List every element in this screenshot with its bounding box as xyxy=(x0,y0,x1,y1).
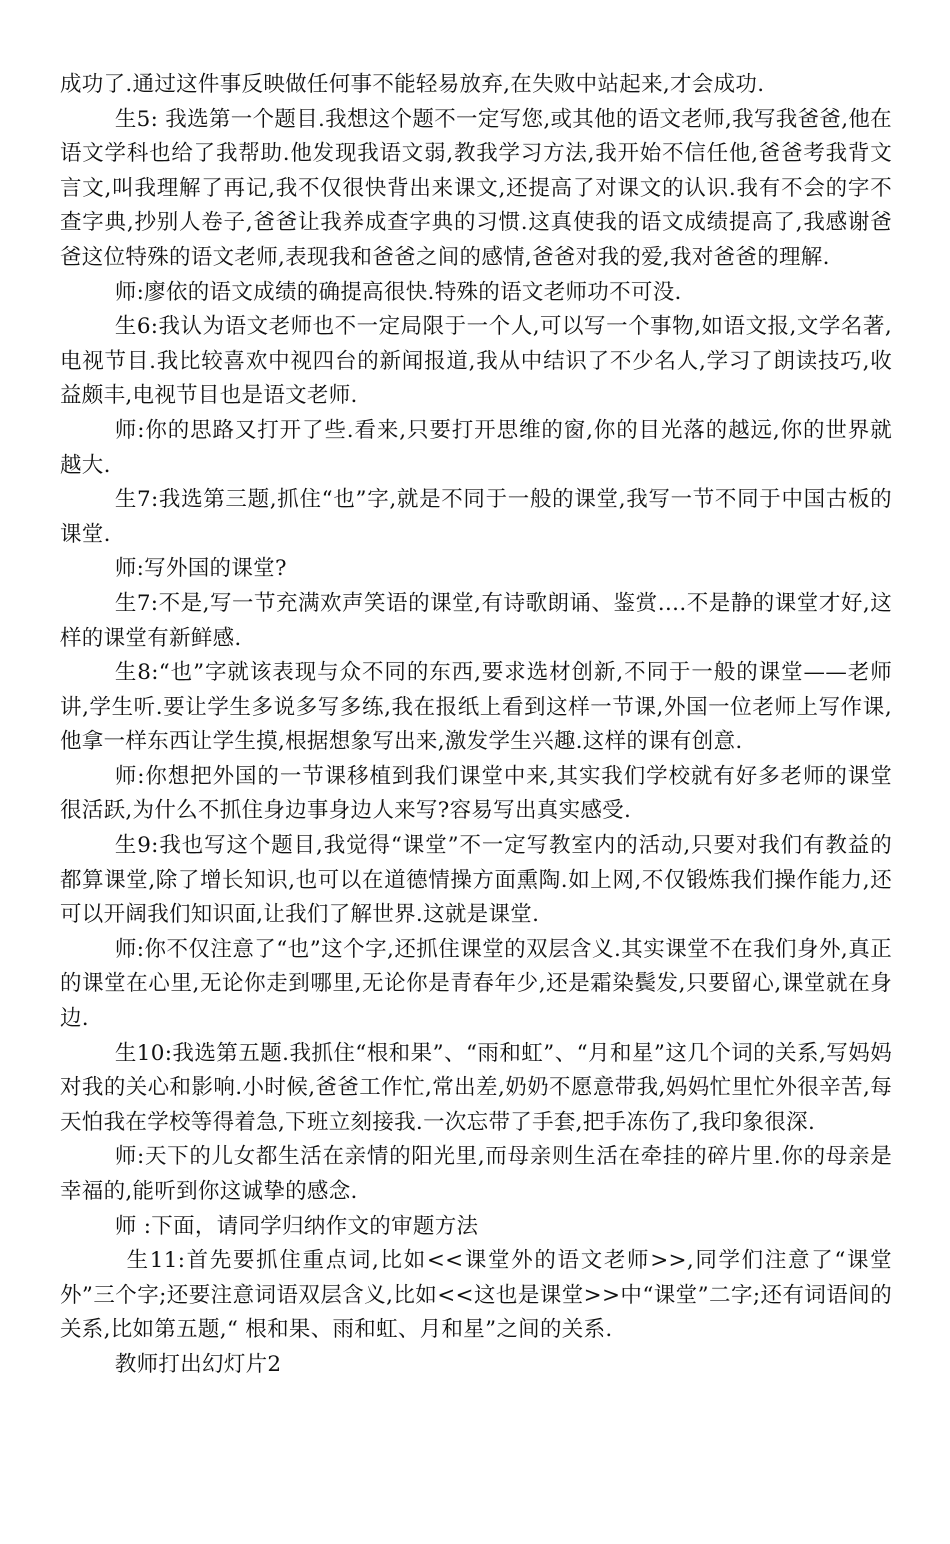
paragraph-student-7-reply: 生7:不是,写一节充满欢声笑语的课堂,有诗歌朗诵、鉴赏….不是静的课堂才好,这样的课堂有新鲜感. xyxy=(60,590,892,651)
paragraph-student-8: 生8:“也”字就该表现与众不同的东西,要求选材创新,不同于一般的课堂——老师讲,学生听.要让学生多说多写多练,我在报纸上看到这样一节课,外国一位老师上写作课,他拿一样东西让学生摸,根据想象写出来,激发学生兴趣.这样的课有创意. xyxy=(60,660,892,755)
paragraph-slide-note: 教师打出幻灯片2 xyxy=(114,1351,282,1377)
paragraph-student-5: 生5: 我选第一个题目.我想这个题不一定写您,或其他的语文老师,我写我爸爸,他在语文学科也给了我帮助.他发现我语文弱,教我学习方法,我开始不信任他,爸爸考我背文言文,叫我理解了再记,我不仅很快背出来课文,还提高了对课文的认识.我有不会的字不查字典,抄别人卷子,爸爸让我养成查字典的习惯.这真使我的语文成绩提高了,我感谢爸爸这位特殊的语文老师,表现我和爸爸之间的感情,爸爸对我的爱,我对爸爸的理解. xyxy=(60,106,892,270)
paragraph-student-11: 生11:首先要抓住重点词,比如<<课堂外的语文老师>>,同学们注意了“课堂外”三个字;还要注意词语双层含义,比如<<这也是课堂>>中“课堂”二字;还有词语间的关系,比如第五题,“ 根和果、雨和虹、月和星”之间的关系. xyxy=(60,1248,892,1343)
paragraph-teacher-reply-4: 师:你不仅注意了“也”这个字,还抓住课堂的双层含义.其实课堂不在我们身外,真正的课堂在心里,无论你走到哪里,无论你是青春年少,还是霜染鬓发,只要留心,课堂就在身边. xyxy=(60,936,892,1032)
paragraph-continuation: 成功了.通过这件事反映做任何事不能轻易放弃,在失败中站起来,才会成功. xyxy=(60,72,765,97)
paragraph-teacher-reply-1: 师:廖依的语文成绩的确提高很快.特殊的语文老师功不可没. xyxy=(114,279,682,305)
paragraph-teacher-question: 师:写外国的课堂? xyxy=(114,556,287,582)
paragraph-student-7: 生7:我选第三题,抓住“也”字,就是不同于一般的课堂,我写一节不同于中国古板的课堂. xyxy=(60,487,892,547)
paragraph-teacher-reply-2: 师:你的思路又打开了些.看来,只要打开思维的窗,你的目光落的越远,你的世界就越大. xyxy=(60,417,892,478)
paragraph-student-10: 生10:我选第五题.我抓住“根和果”、“雨和虹”、“月和星”这几个词的关系,写妈妈对我的关心和影响.小时候,爸爸工作忙,常出差,奶奶不愿意带我,妈妈忙里忙外很辛苦,每天怕我在学校等得着急,下班立刻接我.一次忘带了手套,把手冻伤了,我印象很深. xyxy=(60,1040,892,1135)
paragraph-teacher-reply-5: 师:天下的儿女都生活在亲情的阳光里,而母亲则生活在牵挂的碎片里.你的母亲是幸福的,能听到你这诚挚的感念. xyxy=(60,1144,892,1204)
paragraph-student-6: 生6:我认为语文老师也不一定局限于一个人,可以写一个事物,如语文报,文学名著,电视节目.我比较喜欢中视四台的新闻报道,我从中结识了不少名人,学习了朗读技巧,收益颇丰,电视节目也是语文老师. xyxy=(60,314,892,409)
paragraph-teacher-reply-3: 师:你想把外国的一节课移植到我们课堂中来,其实我们学校就有好多老师的课堂很活跃,为什么不抓住身边事身边人来写?容易写出真实感受. xyxy=(60,763,892,824)
paragraph-teacher-prompt: 师 :下面，请同学归纳作文的审题方法 xyxy=(114,1213,479,1239)
paragraph-student-9: 生9:我也写这个题目,我觉得“课堂”不一定写教室内的活动,只要对我们有教益的都算课堂,除了增长知识,也可以在道德情操方面熏陶.如上网,不仅锻炼我们操作能力,还可以开阔我们知识面,让我们了解世界.这就是课堂. xyxy=(60,833,892,928)
